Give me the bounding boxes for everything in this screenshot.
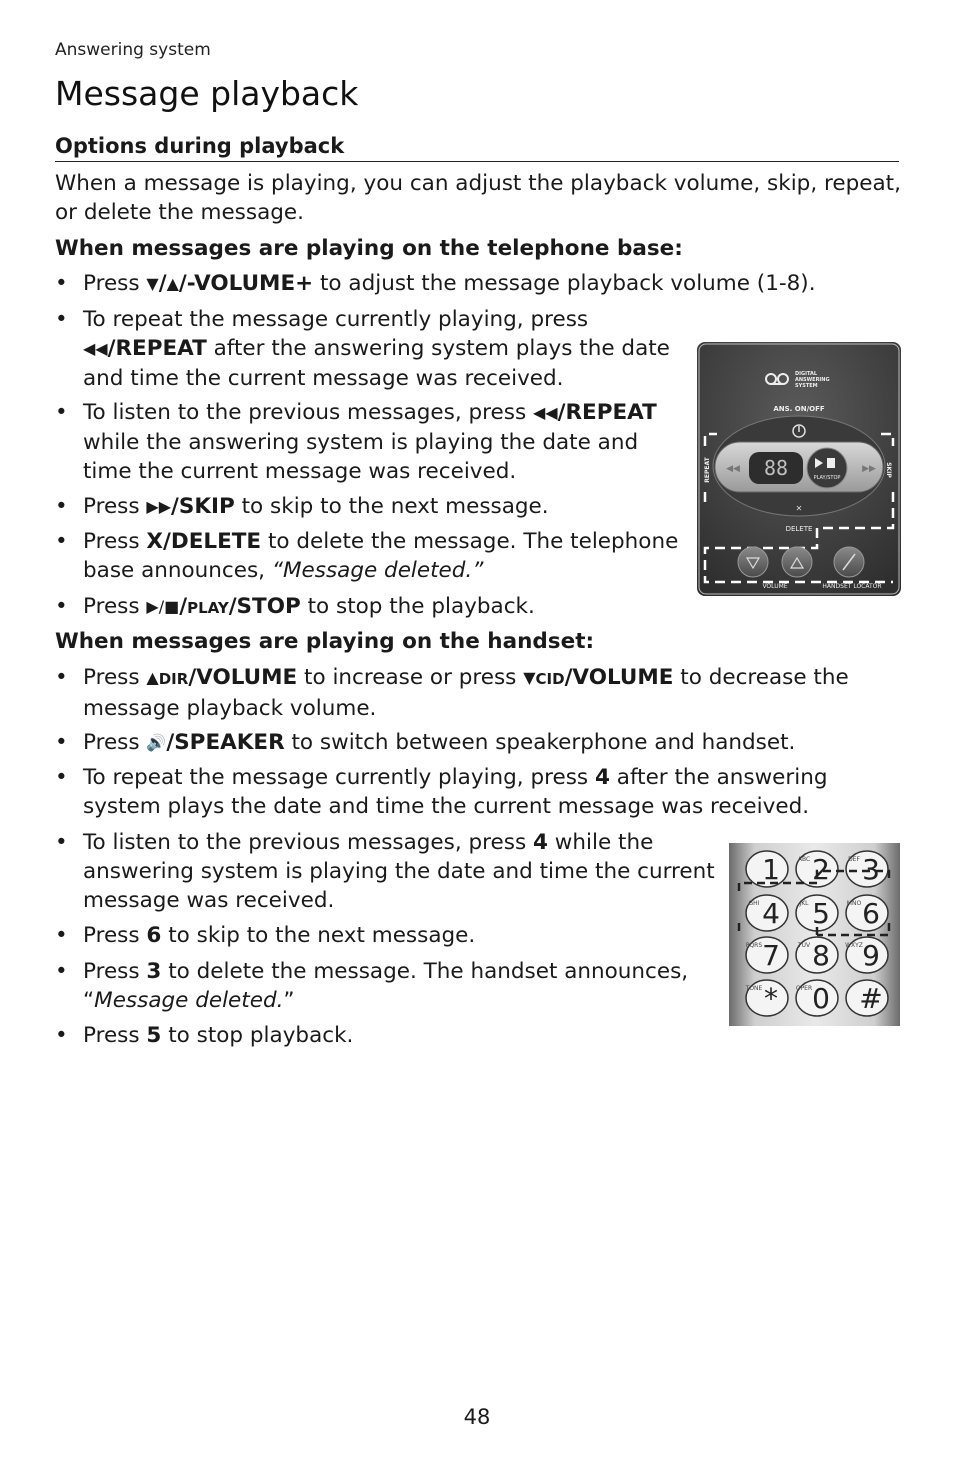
key-letters: GHI — [748, 900, 760, 907]
section-label: Answering system — [55, 40, 211, 60]
key-letters: OPER — [795, 985, 813, 992]
key-digit: 2 — [812, 853, 830, 886]
up-arrow-icon: ▲ — [166, 274, 179, 293]
lcd-digits: 88 — [763, 456, 789, 480]
down-arrow-icon: ▼ — [523, 668, 536, 687]
keypad-key-6[interactable] — [846, 895, 888, 931]
intro-paragraph: When a message is playing, you can adjust the playback volume, skip, repeat, or delete the message. — [55, 171, 901, 225]
key-digit: * — [764, 982, 778, 1015]
repeat-label: REPEAT — [704, 457, 711, 483]
key-digit: 4 — [762, 897, 780, 930]
keypad-key-8[interactable] — [796, 937, 838, 973]
skip-button-icon[interactable]: ▶▶ — [862, 464, 876, 474]
key-digit: 7 — [762, 939, 780, 972]
key-letters: JKL — [799, 900, 809, 907]
brand-line-3: SYSTEM — [795, 383, 818, 389]
key-letters: MNO — [846, 900, 862, 907]
handset-keypad-illustration — [729, 843, 900, 1026]
speaker-icon: 🔊 — [146, 733, 167, 752]
keypad-key-4[interactable] — [746, 895, 788, 931]
page-number: 48 — [463, 1405, 491, 1429]
delete-label: DELETE — [785, 525, 813, 533]
down-arrow-icon: ▼ — [146, 274, 159, 293]
base-heading: When messages are playing on the telephone base: — [55, 236, 683, 261]
delete-x-icon[interactable]: ✕ — [795, 504, 803, 513]
play-stop-label: PLAY/STOP — [813, 475, 841, 481]
key-letters: TUV — [797, 942, 811, 949]
telephone-base-illustration — [697, 342, 901, 596]
keypad-key-1[interactable] — [746, 851, 788, 887]
key-digit: 3 — [862, 853, 880, 886]
key-letters: TONE — [745, 985, 763, 992]
handset-locator-label: HANDSET LOCATOR — [822, 583, 882, 590]
ans-onoff-label: ANS. ON/OFF — [773, 405, 825, 413]
key-digit: 9 — [862, 939, 880, 972]
skip-label: SKIP — [885, 462, 892, 478]
key-digit: # — [859, 982, 883, 1015]
key-digit: 0 — [812, 982, 830, 1015]
keypad-key-pound[interactable] — [846, 980, 888, 1016]
page-title: Message playback — [55, 74, 359, 113]
play-stop-icon: ▶/■ — [146, 597, 180, 616]
keypad-key-star[interactable] — [745, 980, 788, 1016]
key-digit: 6 — [862, 897, 880, 930]
keypad-key-0[interactable] — [796, 980, 838, 1016]
repeat-button-icon[interactable]: ◀◀ — [726, 464, 740, 474]
volume-label: VOLUME — [762, 583, 788, 590]
brand-line-2: ANSWERING — [795, 377, 830, 383]
manual-page: Answering system Message playback Options during playback When a message is playing, you can adjust the playback volume, skip, repeat, or delete the message. When messages are playing on the telephone base: • Press ▼/▲/-VOLUME+ to adjust the message playback volume (1-8). • To repeat the message currently playing, press ◀◀/REPEAT after the answering system plays the date and time the current message was received. • To listen to the previous messages, press ◀◀/REPEAT while the answering system is playing the date and time the current message was received. • Press ▶▶/SKIP to skip to the next message. • Press X/DELETE to delete the message. The telephone base announces, “Message deleted.” • Press ▶/■/PLAY/STOP to stop the playback. When messages are playing on the handset: • Press ▲DIR/VOLUME to increase or press ▼CID/VOLUME to decrease the message playback volume. • Press 🔊/SPEAKER to switch between speakerphone and handset. • To repeat the message currently playing, press 4 after the answering system plays the date and time the current message was received. • To listen to the previous messages, press 4 while the answering system is playing the date and time the current message was received. • Press 6 to skip to the next message. • Press 3 to delete the message. The handset announces, “Message deleted.” • Press 5 to stop playback. DIGITAL ANSWERING SYSTEM ANS. ON/OFF 88 PLAY/STOP ◀◀ ▶▶ REPEAT SKIP ✕ DELETE VOLUME HANDSET LOCATOR 1 2 ABC 3 DEF 4 GHI 5 JKL 6 MNO 7 PQRS 8 TUV 9 WXYZ * TONE 0 OPER # 48 — [0, 0, 954, 1472]
key-digit: 8 — [812, 939, 830, 972]
key-letters: PQRS — [745, 942, 763, 949]
subhead-options: Options during playback — [55, 134, 899, 162]
key-digit: 1 — [762, 853, 780, 886]
brand-line-1: DIGITAL — [795, 371, 818, 377]
key-letters: WXYZ — [845, 942, 863, 949]
fast-forward-icon: ▶▶ — [146, 497, 172, 516]
up-arrow-icon: ▲ — [146, 668, 159, 687]
keypad-key-9[interactable] — [845, 937, 888, 973]
volume-down-button[interactable] — [738, 547, 768, 577]
key-letters: DEF — [848, 856, 860, 863]
stop-icon — [827, 458, 835, 468]
volume-up-button[interactable] — [782, 547, 812, 577]
keypad-key-2[interactable] — [796, 851, 838, 887]
key-digit: 5 — [812, 897, 830, 930]
rewind-icon: ◀◀ — [533, 403, 558, 422]
rewind-icon: ◀◀ — [83, 339, 108, 358]
key-letters: ABC — [797, 856, 811, 863]
keypad-key-3[interactable] — [846, 851, 888, 887]
keypad-key-5[interactable] — [796, 895, 838, 931]
handset-heading: When messages are playing on the handset: — [55, 629, 595, 654]
keypad-key-7[interactable] — [746, 937, 788, 973]
